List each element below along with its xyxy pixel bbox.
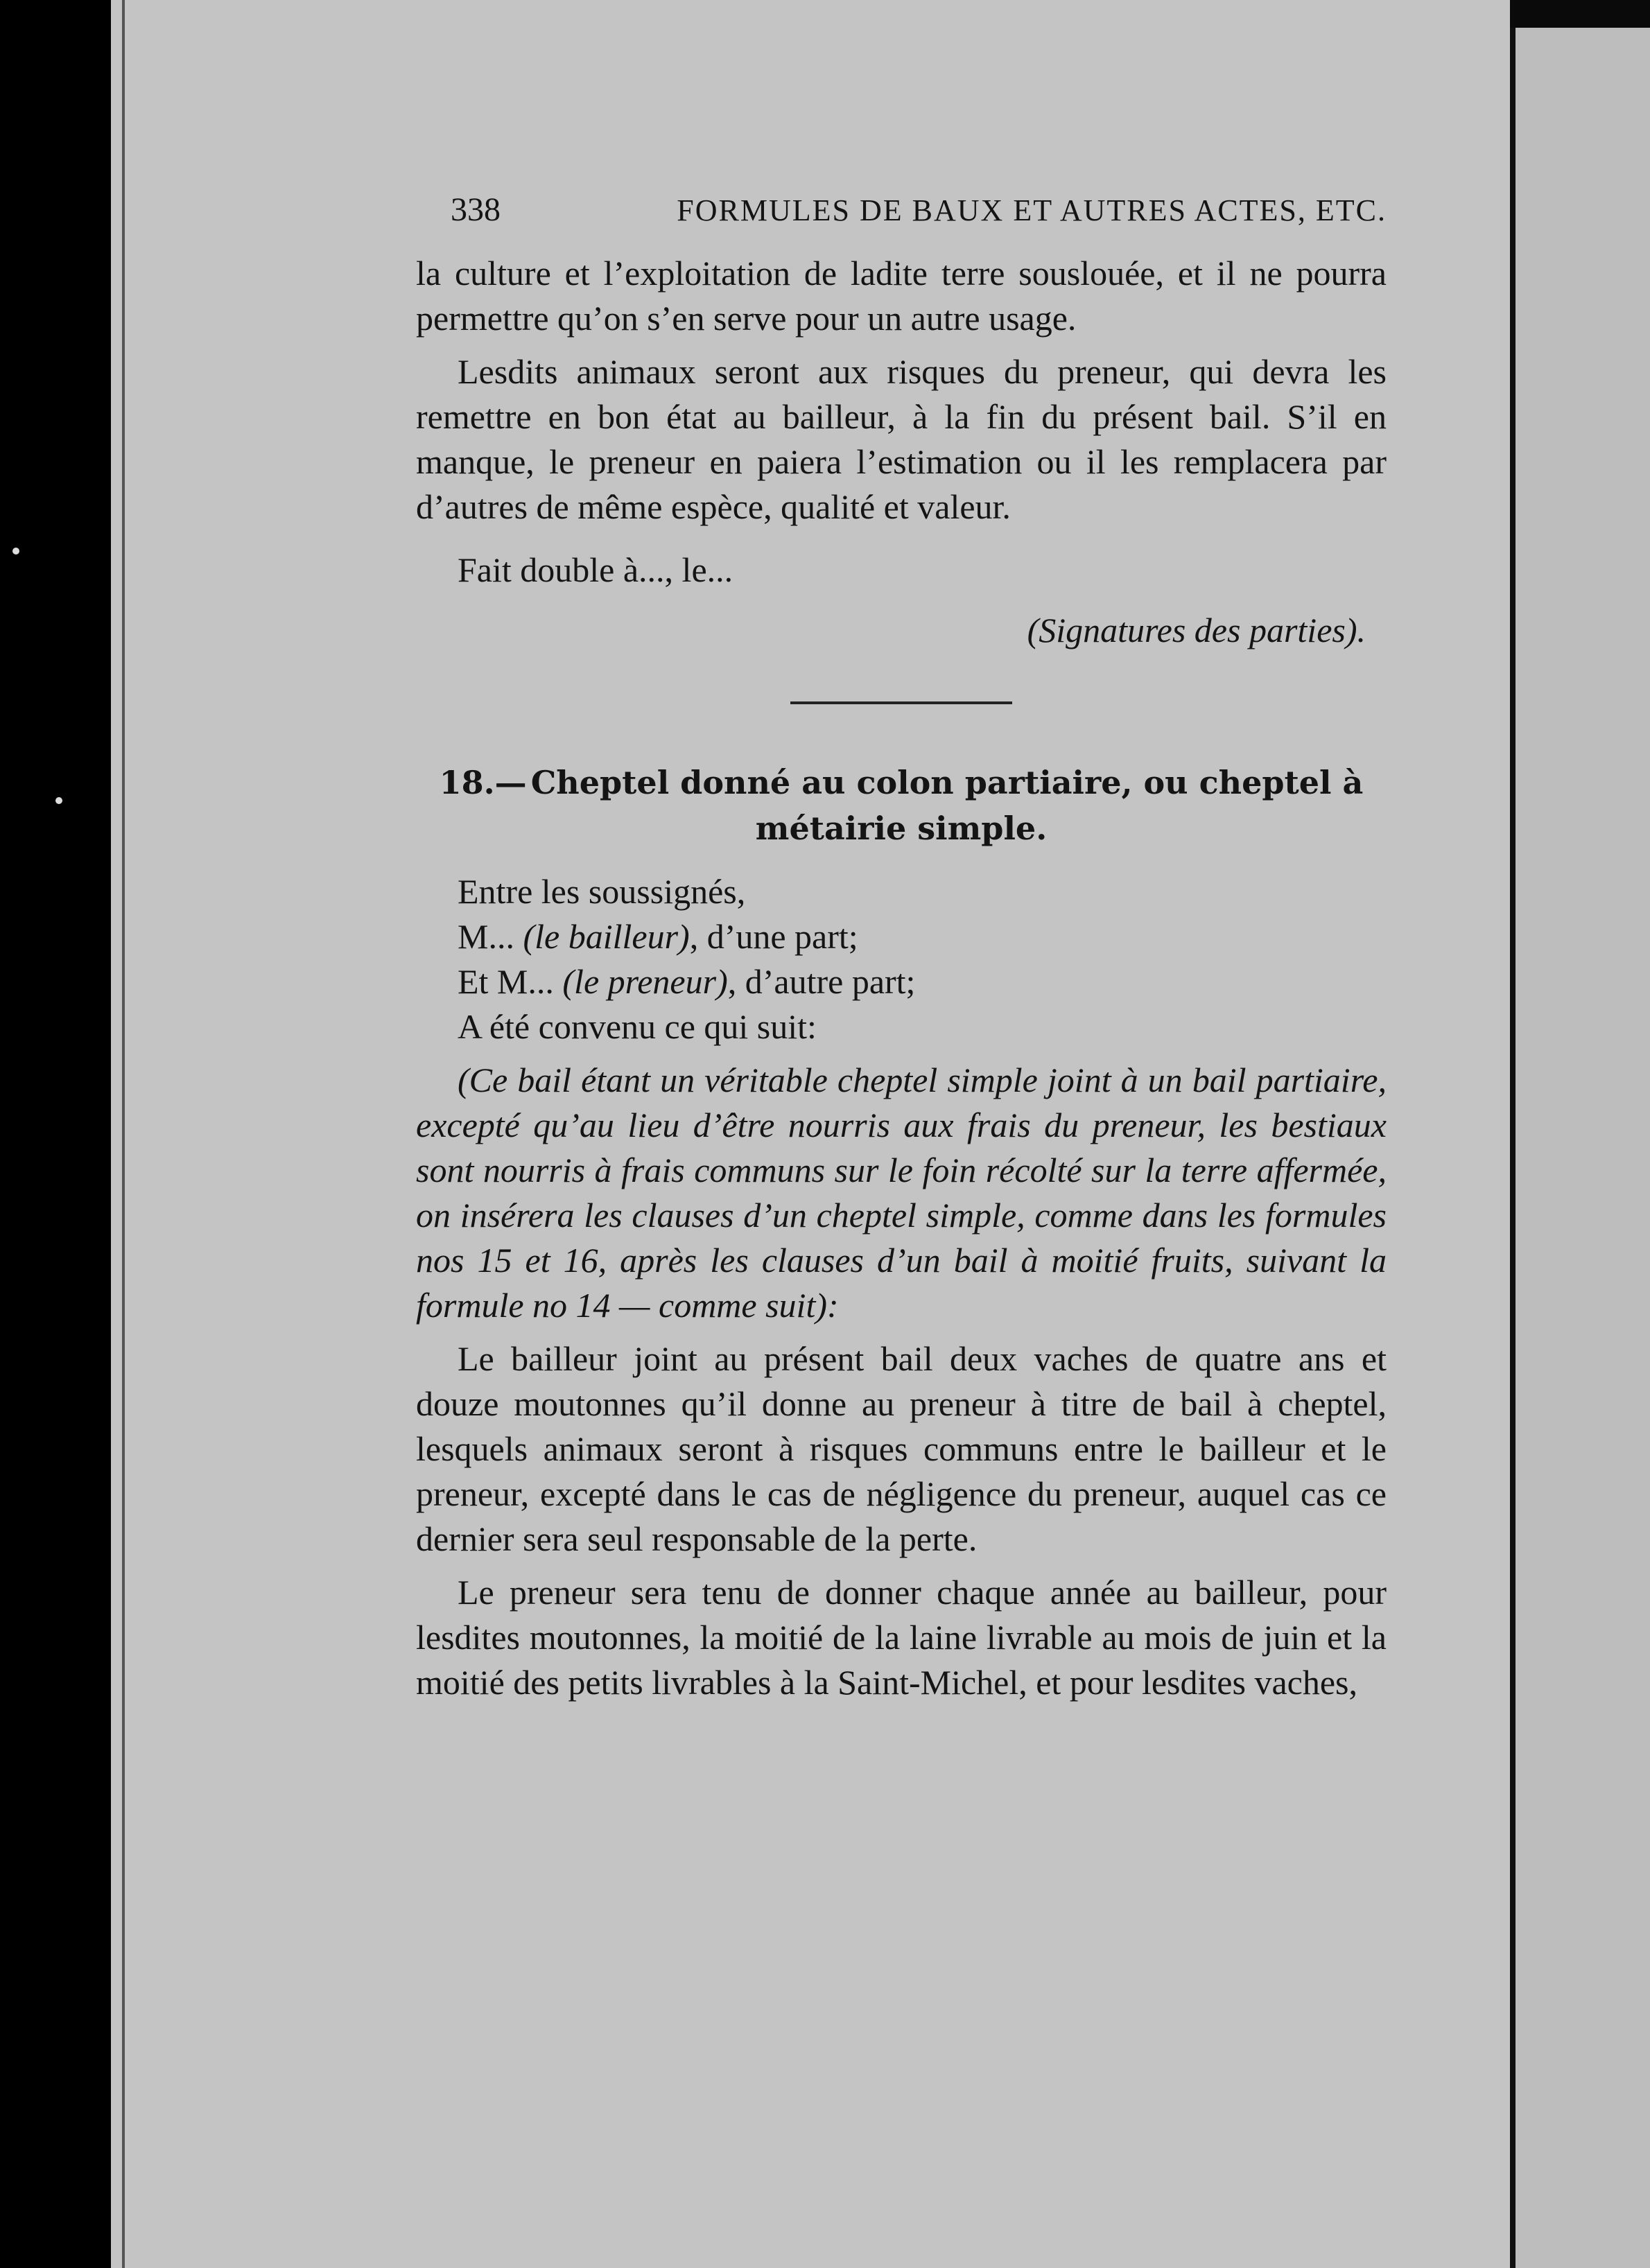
scan-speck (12, 548, 19, 555)
signatures-line: (Signatures des parties). (1027, 611, 1366, 649)
paragraph-livestock: Le bailleur joint au présent bail deux vaches de quatre ans et douze moutonnes qu’il donne au preneur à titre de bail à cheptel, lesquels animaux seront à risques communs entre le bailleur et le preneur, excepté dans le cas de négligence du preneur, auquel cas ce dernier sera seul responsable de la perte. (416, 1339, 1387, 1558)
parties-intro: Entre les soussignés, (458, 872, 746, 911)
paragraph-risks: Lesdits animaux seront aux risques du preneur, qui devra les remettre en bon état au bailleur, à la fin du présent bail. S’il en manque, le preneur en paiera l’estimation ou il les remplacera par d’autres de même espèce, qualité et valeur. (416, 352, 1387, 526)
paragraph-continuation: la culture et l’exploitation de ladite terre souslouée, et il ne pourra permettre qu’on s’en serve pour un autre usage. (416, 254, 1387, 338)
scan-speck (55, 797, 62, 804)
running-head-title: FORMULES DE BAUX ET AUTRES ACTES, ETC. (677, 193, 1387, 227)
page-fold-line (122, 0, 125, 2268)
section-divider (790, 701, 1012, 704)
page-number: 338 (451, 191, 501, 228)
section-number: 18.— (439, 764, 527, 801)
closing-place-date: Fait double à..., le... (458, 550, 733, 589)
party-lessor: M... (le bailleur), d’une part; (458, 917, 858, 956)
agreement-line: A été convenu ce qui suit: (458, 1007, 817, 1046)
section-heading (416, 760, 1387, 851)
editorial-note: (Ce bail étant un véritable cheptel simple joint à un bail partiaire, excepté qu’au lieu d’être nourris aux frais du preneur, les bestiaux sont nourris à frais communs sur le foin récolté sur la terre affermée, on insérera les clauses d’un cheptel simple, comme dans les formules nos 15 et 16, après les clauses d’un bail à moitié fruits, suivant la formule no 14 — comme suit): (416, 1061, 1387, 1325)
binding-gutter (1510, 28, 1516, 2268)
adjacent-page-edge (1516, 28, 1650, 2268)
page-content (416, 187, 1387, 1705)
paragraph-wool: Le preneur sera tenu de donner chaque année au bailleur, pour lesdites moutonnes, la moitié de la laine livrable au mois de juin et la moitié des petits livrables à la Saint-Michel, et pour lesdites vaches, (416, 1573, 1387, 1702)
section-title: Cheptel donné au colon partiaire, ou cheptel à métairie simple. (530, 764, 1364, 847)
running-head (451, 187, 1387, 233)
party-lessee: Et M... (le preneur), d’autre part; (458, 962, 916, 1001)
